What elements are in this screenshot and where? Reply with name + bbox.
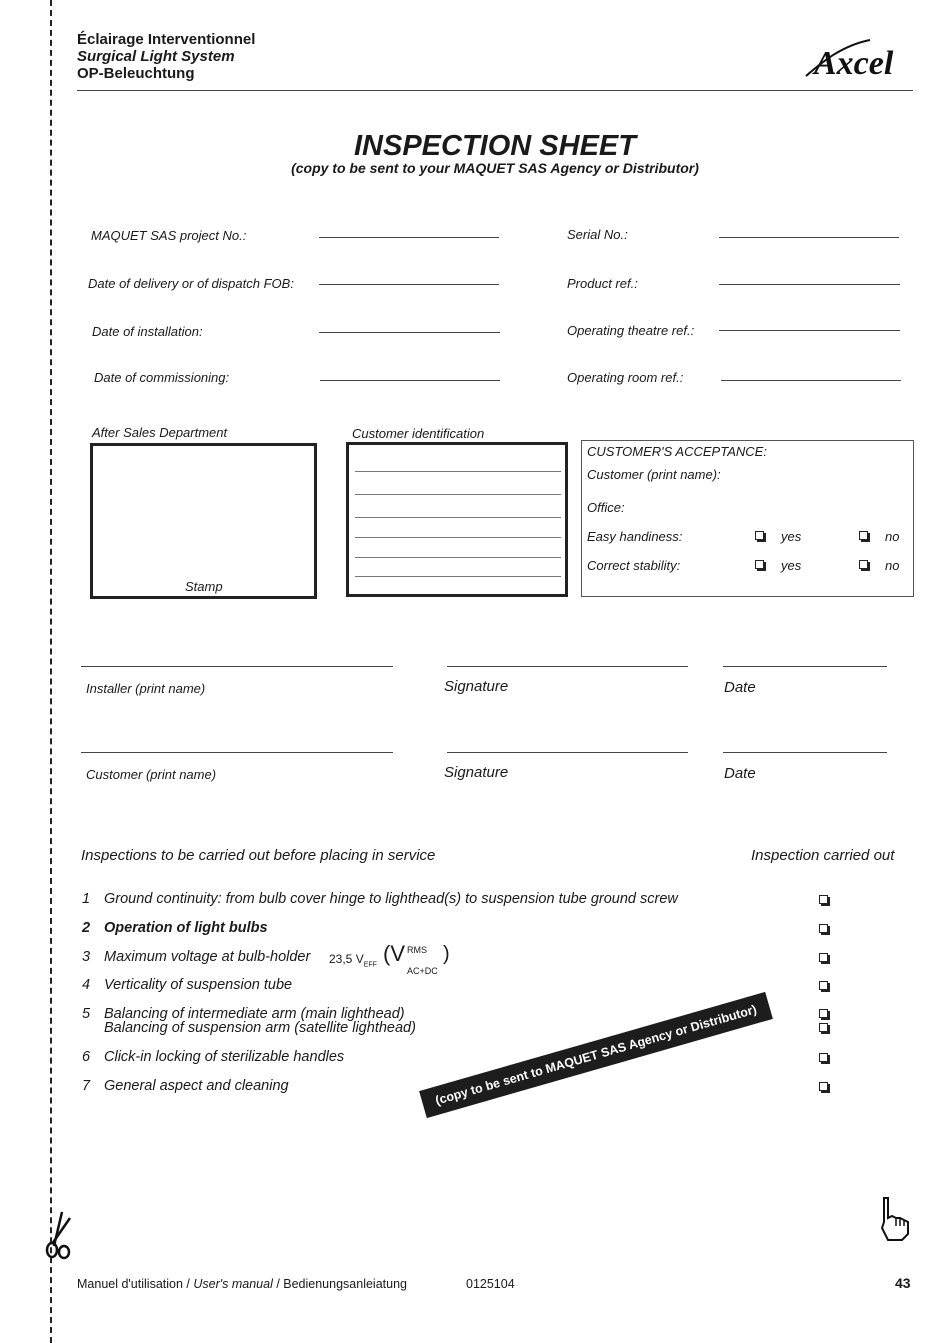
delivery-label: Date of delivery or of dispatch FOB:: [88, 276, 294, 291]
copy-banner-text: (copy to be sent to MAQUET SAS Agency or Distributor): [433, 1002, 759, 1108]
svg-text:Axcel: Axcel: [814, 45, 894, 80]
inspection-num-5: 5: [82, 1006, 91, 1022]
installer-signature-label: Signature: [444, 678, 509, 695]
stamp-label: Stamp: [185, 579, 223, 594]
scissors-icon: [42, 1210, 76, 1265]
inspection-num-7: 7: [82, 1078, 91, 1094]
header-line-en: Surgical Light System: [77, 48, 235, 65]
installer-label: Installer (print name): [86, 681, 206, 696]
acceptance-title: CUSTOMER'S ACCEPTANCE:: [587, 444, 767, 459]
installer-name-field[interactable]: [81, 666, 393, 667]
inspection-num-1: 1: [82, 891, 91, 907]
stamp-box: [90, 443, 317, 599]
inspection-num-2: 2: [82, 920, 91, 936]
inspection-checkbox-7[interactable]: [819, 1082, 828, 1091]
handiness-yes-checkbox[interactable]: [755, 531, 764, 540]
customer-signature-field[interactable]: [447, 752, 688, 753]
voltage-acdc: AC+DC: [407, 966, 438, 976]
inspection-checkbox-5b[interactable]: [819, 1023, 828, 1032]
stability-no-label: no: [885, 558, 900, 573]
page-subtitle: (copy to be sent to your MAQUET SAS Agency or Distributor): [291, 160, 699, 176]
inspection-text-2: Operation of light bulbs: [104, 920, 268, 936]
product-ref-label: Product ref.:: [567, 276, 638, 291]
customer-id-line-6[interactable]: [355, 576, 561, 577]
project-no-field[interactable]: [319, 237, 499, 238]
commissioning-field[interactable]: [320, 380, 500, 381]
customer-label: Customer (print name): [86, 767, 217, 782]
stability-yes-label: yes: [781, 558, 802, 573]
inspection-text-6: Click-in locking of sterilizable handles: [104, 1049, 345, 1065]
handiness-no-checkbox[interactable]: [859, 531, 868, 540]
footer-code: 0125104: [466, 1277, 515, 1291]
commissioning-label: Date of commissioning:: [94, 370, 230, 385]
inspection-carried-out-heading: Inspection carried out: [751, 847, 895, 864]
installer-date-field[interactable]: [723, 666, 887, 667]
customer-id-line-3[interactable]: [355, 517, 561, 518]
voltage-paren-open: (V: [383, 941, 405, 966]
page-number: 43: [895, 1275, 911, 1291]
acceptance-customer-label: Customer (print name):: [587, 467, 721, 482]
footer-manual: [77, 1277, 407, 1291]
after-sales-label: After Sales Department: [92, 425, 228, 440]
inspection-num-3: 3: [82, 949, 91, 965]
customer-id-line-2[interactable]: [355, 494, 561, 495]
acceptance-box: [581, 440, 914, 597]
inspection-text-4: Verticality of suspension tube: [104, 977, 293, 993]
customer-name-field[interactable]: [81, 752, 393, 753]
inspections-heading: Inspections to be carried out before placing in service: [81, 847, 436, 864]
stability-yes-checkbox[interactable]: [755, 560, 764, 569]
installer-date-label: Date: [724, 679, 756, 696]
customer-date-field[interactable]: [723, 752, 887, 753]
inspection-text-3: Maximum voltage at bulb-holder: [104, 949, 311, 965]
footer-manual-en: User's manual: [193, 1277, 273, 1291]
installation-field[interactable]: [319, 332, 500, 333]
voltage-rms: RMS: [407, 945, 427, 955]
product-ref-field[interactable]: [719, 284, 900, 285]
customer-id-line-4[interactable]: [355, 537, 561, 538]
delivery-field[interactable]: [319, 284, 499, 285]
theatre-ref-field[interactable]: [719, 330, 900, 331]
serial-no-field[interactable]: [719, 237, 899, 238]
inspection-checkbox-4[interactable]: [819, 981, 828, 990]
serial-no-label: Serial No.:: [567, 227, 628, 242]
voltage-eff: EFF: [363, 961, 377, 969]
customer-id-box: [346, 442, 568, 597]
page-title: INSPECTION SHEET: [354, 130, 636, 162]
header-line-de: OP-Beleuchtung: [77, 65, 195, 82]
customer-id-line-5[interactable]: [355, 557, 561, 558]
inspection-checkbox-6[interactable]: [819, 1053, 828, 1062]
room-ref-label: Operating room ref.:: [567, 370, 684, 385]
footer-manual-fr: Manuel d'utilisation /: [77, 1277, 194, 1291]
header-line-fr: Éclairage Interventionnel: [77, 31, 256, 48]
customer-date-label: Date: [724, 765, 756, 782]
inspection-checkbox-3[interactable]: [819, 953, 828, 962]
inspection-checkbox-1[interactable]: [819, 895, 828, 904]
inspection-checkbox-5a[interactable]: [819, 1009, 828, 1018]
cut-line: [50, 0, 52, 1343]
header-rule: [77, 90, 913, 91]
voltage-paren-close: ): [443, 943, 450, 965]
project-no-label: MAQUET SAS project No.:: [91, 228, 247, 243]
inspection-text-5b: Balancing of suspension arm (satellite lighthead): [104, 1020, 416, 1036]
inspection-num-4: 4: [82, 977, 91, 993]
handiness-label: Easy handiness:: [587, 529, 683, 544]
inspection-text-1: Ground continuity: from bulb cover hinge to lighthead(s) to suspension tube ground screw: [104, 891, 678, 907]
stability-label: Correct stability:: [587, 558, 681, 573]
inspection-text-7: General aspect and cleaning: [104, 1078, 289, 1094]
customer-id-line-1[interactable]: [355, 471, 561, 472]
installation-label: Date of installation:: [92, 324, 203, 339]
voltage-value: 23,5 $V_{EFF}$: [329, 952, 377, 969]
customer-id-label: Customer identification: [352, 426, 485, 441]
inspection-num-6: 6: [82, 1049, 91, 1065]
customer-signature-label: Signature: [444, 764, 509, 781]
axcel-logo: [800, 34, 915, 80]
room-ref-field[interactable]: [721, 380, 901, 381]
stability-no-checkbox[interactable]: [859, 560, 868, 569]
inspection-checkbox-2[interactable]: [819, 924, 828, 933]
handiness-yes-label: yes: [781, 529, 802, 544]
installer-signature-field[interactable]: [447, 666, 688, 667]
inspection-text-5a: Balancing of intermediate arm (main lighthead): [104, 1006, 405, 1022]
hand-pointer-icon: [878, 1194, 912, 1247]
theatre-ref-label: Operating theatre ref.:: [567, 323, 695, 338]
acceptance-office-label: Office:: [587, 500, 625, 515]
copy-banner: [419, 992, 773, 1118]
handiness-no-label: no: [885, 529, 900, 544]
footer-manual-de: / Bedienungsanleiatung: [272, 1277, 407, 1291]
